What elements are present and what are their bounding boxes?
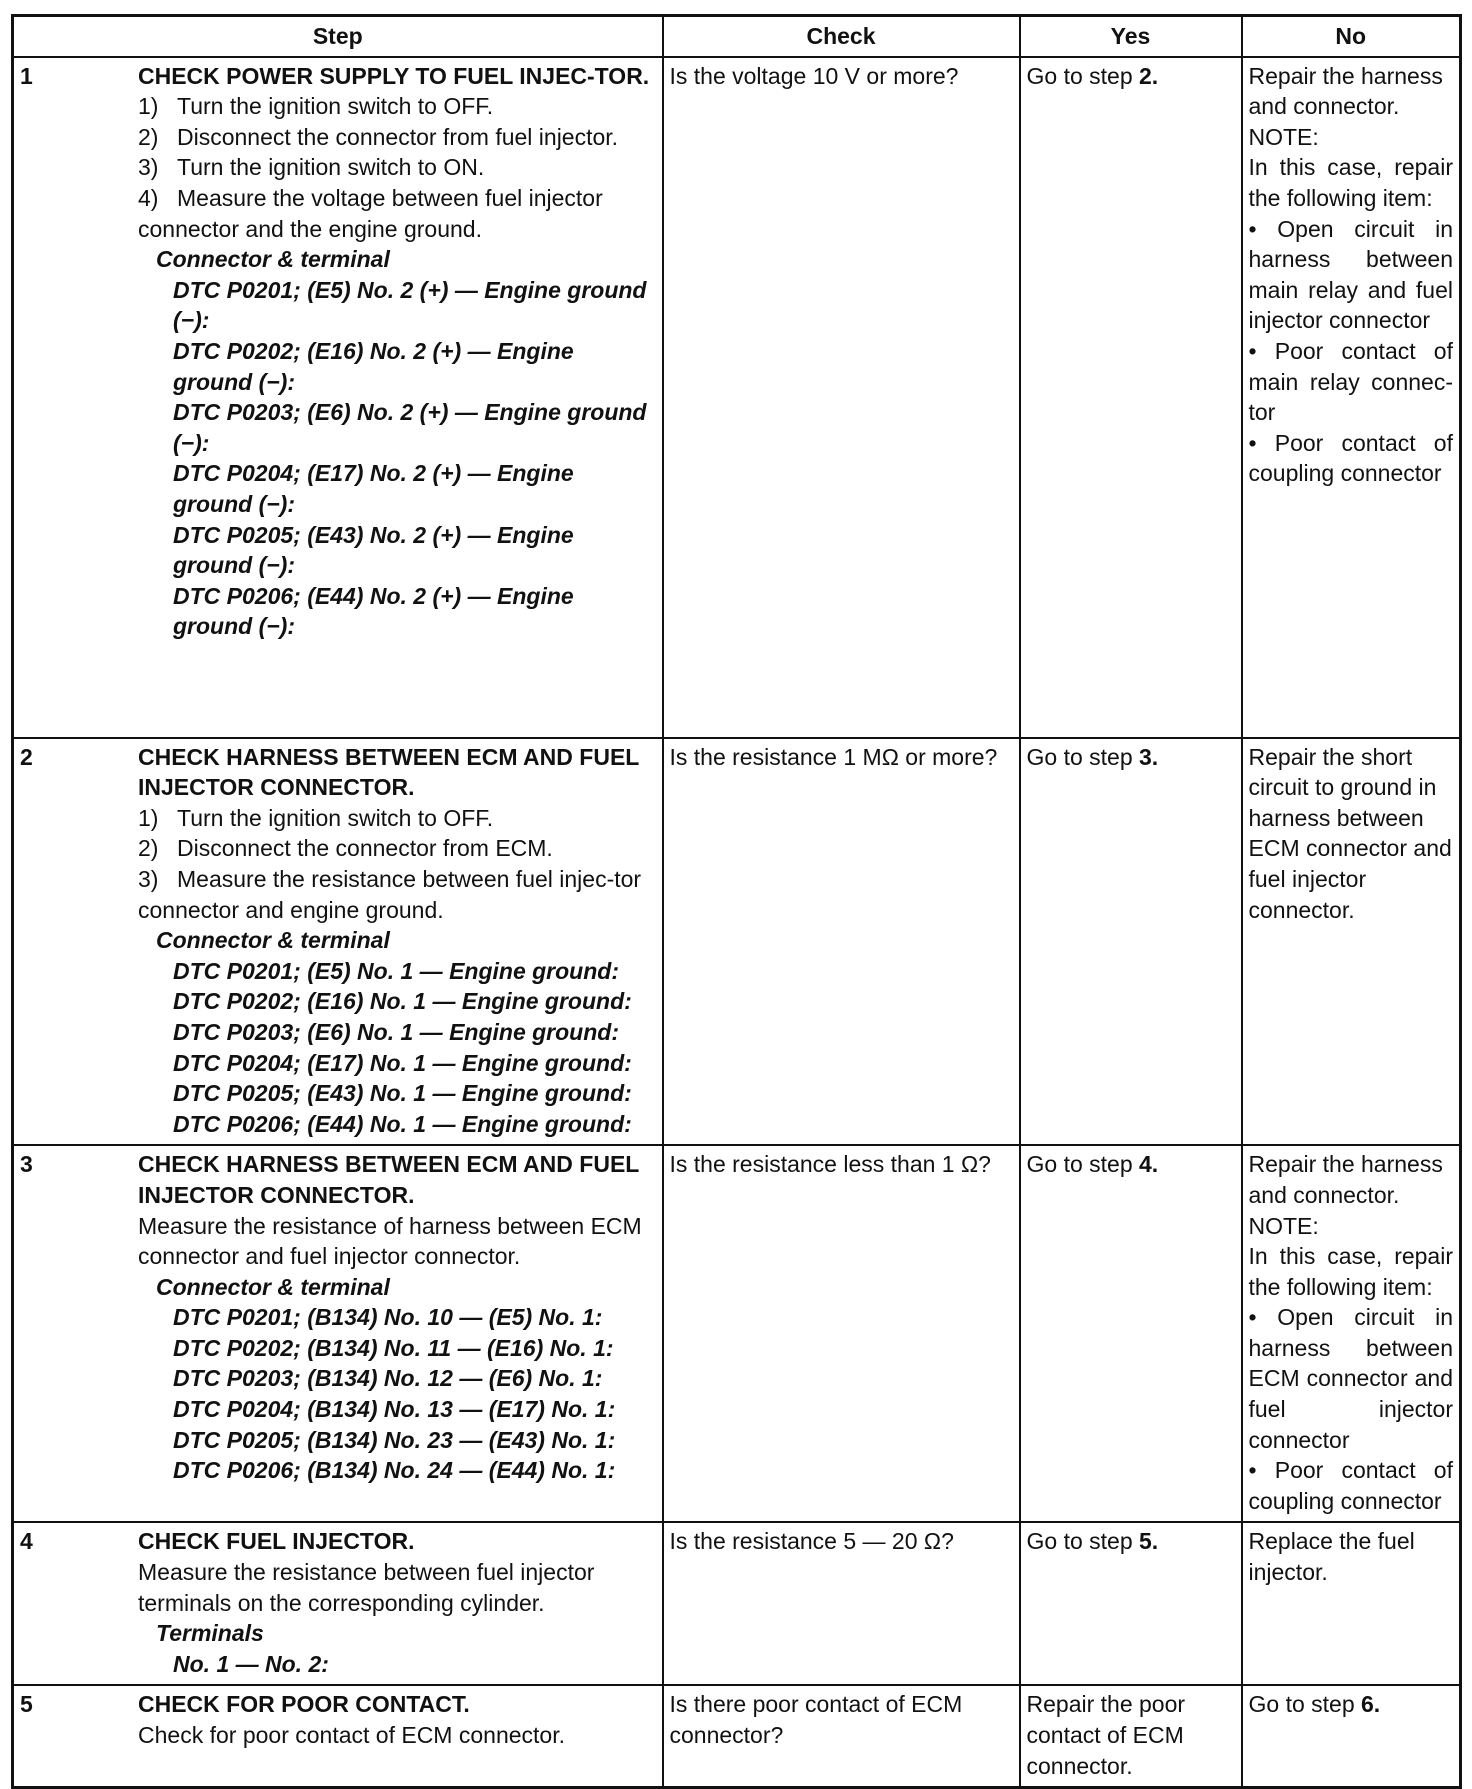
spec-line: DTC P0203; (E6) No. 2 (+) — Engine ground (−): xyxy=(173,399,647,456)
spec-line: DTC P0204; (B134) No. 13 — (E17) No. 1: xyxy=(173,1396,616,1423)
note-bullet: • Poor contact of coupling connector xyxy=(1248,429,1453,487)
no-cell xyxy=(1242,738,1461,1146)
step-title: CHECK FUEL INJECTOR. xyxy=(138,1528,415,1555)
step-reference: 4. xyxy=(1139,1151,1159,1178)
spec-line: DTC P0204; (E17) No. 1 — Engine ground: xyxy=(173,1049,632,1076)
step-cell xyxy=(13,1145,663,1522)
no-cell xyxy=(1242,1145,1461,1522)
step-reference: 2. xyxy=(1139,62,1159,89)
note-intro: In this case, repair the following item: xyxy=(1248,1243,1453,1300)
spec-line: DTC P0206; (B134) No. 24 — (E44) No. 1: xyxy=(173,1457,616,1484)
list-item: 2) Disconnect the connector from ECM. xyxy=(138,835,553,862)
step-instruction: Measure the resistance of harness between ECM connector and fuel injector connector. xyxy=(138,1212,642,1270)
step-number: 2 xyxy=(20,743,33,770)
check-cell: Is the resistance less than 1 Ω? xyxy=(663,1145,1020,1522)
spec-label: Connector & terminal xyxy=(156,246,390,273)
header-no: No xyxy=(1242,16,1461,57)
check-cell: Is the voltage 10 V or more? xyxy=(663,57,1020,738)
step-title: CHECK HARNESS BETWEEN ECM AND FUEL INJECTOR CONNECTOR. xyxy=(138,743,639,801)
spec-line: DTC P0205; (B134) No. 23 — (E43) No. 1: xyxy=(173,1426,616,1453)
yes-cell: Go to step 3. xyxy=(1020,738,1242,1146)
step-title: CHECK HARNESS BETWEEN ECM AND FUEL INJECTOR CONNECTOR. xyxy=(138,1151,639,1208)
step-instruction: Check for poor contact of ECM connector. xyxy=(138,1722,565,1748)
spec-label: Connector & terminal xyxy=(156,1273,390,1300)
no-cell xyxy=(1242,1522,1461,1685)
list-item: 3) Turn the ignition switch to ON. xyxy=(138,154,485,181)
step-number: 3 xyxy=(20,1151,33,1178)
spec-line: DTC P0206; (E44) No. 1 — Engine ground: xyxy=(173,1110,632,1137)
step-cell xyxy=(13,1685,663,1787)
step-title: CHECK FOR POOR CONTACT. xyxy=(138,1691,470,1718)
step-cell xyxy=(13,57,663,738)
step-number: 4 xyxy=(20,1528,33,1555)
step-instruction: Measure the resistance between fuel injector terminals on the corresponding cylinder. xyxy=(138,1559,595,1616)
note-bullet: • Open circuit in harness between main relay and fuel injector connector xyxy=(1248,215,1453,334)
table-row xyxy=(13,1522,1461,1685)
spec-label: Connector & terminal xyxy=(156,927,390,954)
step-cell xyxy=(13,1522,663,1685)
note-bullet: • Poor contact of main relay connec-tor xyxy=(1248,337,1453,426)
list-item: 2) Disconnect the connector from fuel injector. xyxy=(138,123,619,150)
check-cell: Is there poor contact of ECM connector? xyxy=(663,1685,1020,1787)
check-cell: Is the resistance 1 MΩ or more? xyxy=(663,738,1020,1146)
header-check: Check xyxy=(663,16,1020,57)
table-row xyxy=(13,1685,1461,1787)
step-reference: 3. xyxy=(1139,743,1159,770)
list-item: 4) Measure the voltage between fuel injector connector and the engine ground. xyxy=(138,184,603,242)
spec-line: DTC P0202; (B134) No. 11 — (E16) No. 1: xyxy=(173,1334,614,1361)
step-reference: 6. xyxy=(1361,1691,1381,1718)
no-action: Repair the harness and connector. xyxy=(1248,62,1443,120)
spec-label: Terminals xyxy=(156,1620,264,1647)
no-action: Repair the harness and connector. xyxy=(1248,1151,1443,1208)
no-action: Repair the short circuit to ground in harness between ECM connector and fuel injector connector. xyxy=(1248,743,1452,923)
spec-line: DTC P0206; (E44) No. 2 (+) — Engine ground (−): xyxy=(173,582,574,640)
note-bullet: • Open circuit in harness between ECM connector and fuel injector connector xyxy=(1248,1304,1453,1453)
note-bullet: • Poor contact of coupling connector xyxy=(1248,1457,1453,1514)
no-cell: Go to step 6. xyxy=(1242,1685,1461,1787)
spec-line: DTC P0203; (E6) No. 1 — Engine ground: xyxy=(173,1018,619,1045)
spec-line: DTC P0201; (E5) No. 1 — Engine ground: xyxy=(173,957,619,984)
note-label: NOTE: xyxy=(1248,1212,1319,1239)
spec-line: DTC P0203; (B134) No. 12 — (E6) No. 1: xyxy=(173,1365,603,1392)
step-cell xyxy=(13,738,663,1146)
yes-cell: Go to step 4. xyxy=(1020,1145,1242,1522)
spec-line: DTC P0205; (E43) No. 2 (+) — Engine ground (−): xyxy=(173,521,574,579)
header-row xyxy=(13,16,1461,57)
spec-line: DTC P0201; (B134) No. 10 — (E5) No. 1: xyxy=(173,1304,603,1331)
yes-cell: Repair the poor contact of ECM connector. xyxy=(1020,1685,1242,1787)
spec-line: DTC P0201; (E5) No. 2 (+) — Engine ground (−): xyxy=(173,276,647,334)
list-item: 3) Measure the resistance between fuel injec-tor connector and engine ground. xyxy=(138,865,642,923)
table-row xyxy=(13,57,1461,738)
note-intro: In this case, repair the following item: xyxy=(1248,154,1453,211)
spec-line: DTC P0204; (E17) No. 2 (+) — Engine ground (−): xyxy=(173,460,574,517)
header-step: Step xyxy=(13,16,663,57)
yes-cell: Go to step 2. xyxy=(1020,57,1242,738)
list-item: 1) Turn the ignition switch to OFF. xyxy=(138,804,494,831)
spec-line: DTC P0202; (E16) No. 2 (+) — Engine ground (−): xyxy=(173,337,574,395)
list-item: 1) Turn the ignition switch to OFF. xyxy=(138,93,494,120)
spec-line: DTC P0205; (E43) No. 1 — Engine ground: xyxy=(173,1080,632,1107)
check-cell: Is the resistance 5 — 20 Ω? xyxy=(663,1522,1020,1685)
table-row xyxy=(13,1145,1461,1522)
no-action: Replace the fuel injector. xyxy=(1248,1528,1415,1586)
table-row xyxy=(13,738,1461,1146)
step-number: 1 xyxy=(20,62,33,89)
step-number: 5 xyxy=(20,1691,33,1718)
spec-line: DTC P0202; (E16) No. 1 — Engine ground: xyxy=(173,988,632,1015)
yes-cell: Go to step 5. xyxy=(1020,1522,1242,1685)
diagnostic-table xyxy=(11,14,1462,1789)
header-yes: Yes xyxy=(1020,16,1242,57)
step-title: CHECK POWER SUPPLY TO FUEL INJEC-TOR. xyxy=(138,62,650,89)
step-reference: 5. xyxy=(1139,1528,1159,1555)
no-cell xyxy=(1242,57,1461,738)
note-label: NOTE: xyxy=(1248,123,1319,150)
spec-line: No. 1 — No. 2: xyxy=(173,1650,329,1677)
